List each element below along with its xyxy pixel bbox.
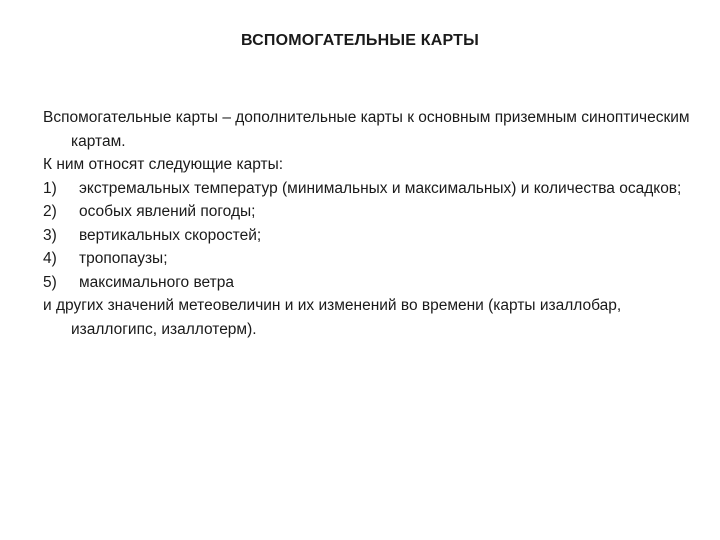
list-item-text: особых явлений погоды; (79, 203, 256, 220)
list-item-number: 5) (43, 273, 57, 291)
list-item-text: экстремальных температур (минимальных и максимальных) и количества осадков; (79, 179, 682, 197)
list-item (43, 271, 693, 295)
list-item-number: 2) (43, 203, 57, 220)
list-item (43, 200, 693, 224)
list-item-text: вертикальных скоростей; (79, 226, 262, 244)
list-item-number: 1) (43, 179, 57, 197)
slide-title: ВСПОМОГАТЕЛЬНЫЕ КАРТЫ (241, 32, 479, 49)
slide-body (43, 106, 693, 341)
conclusion-paragraph: и других значений метеовеличин и их изменений во времени (карты изаллобар, изаллогипс, изаллотерм). (43, 297, 622, 338)
list-item-number: 4) (43, 250, 57, 267)
list-item (43, 247, 693, 271)
list-item (43, 224, 693, 248)
list-item-text: тропопаузы; (79, 250, 168, 267)
list-item-text: максимального ветра (79, 273, 234, 291)
definition-paragraph: Вспомогательные карты – дополнительные карты к основным приземным синоптическим картам. (43, 109, 690, 150)
list-item-number: 3) (43, 226, 57, 244)
list-item (43, 177, 693, 201)
intro-paragraph: К ним относят следующие карты: (43, 156, 284, 173)
